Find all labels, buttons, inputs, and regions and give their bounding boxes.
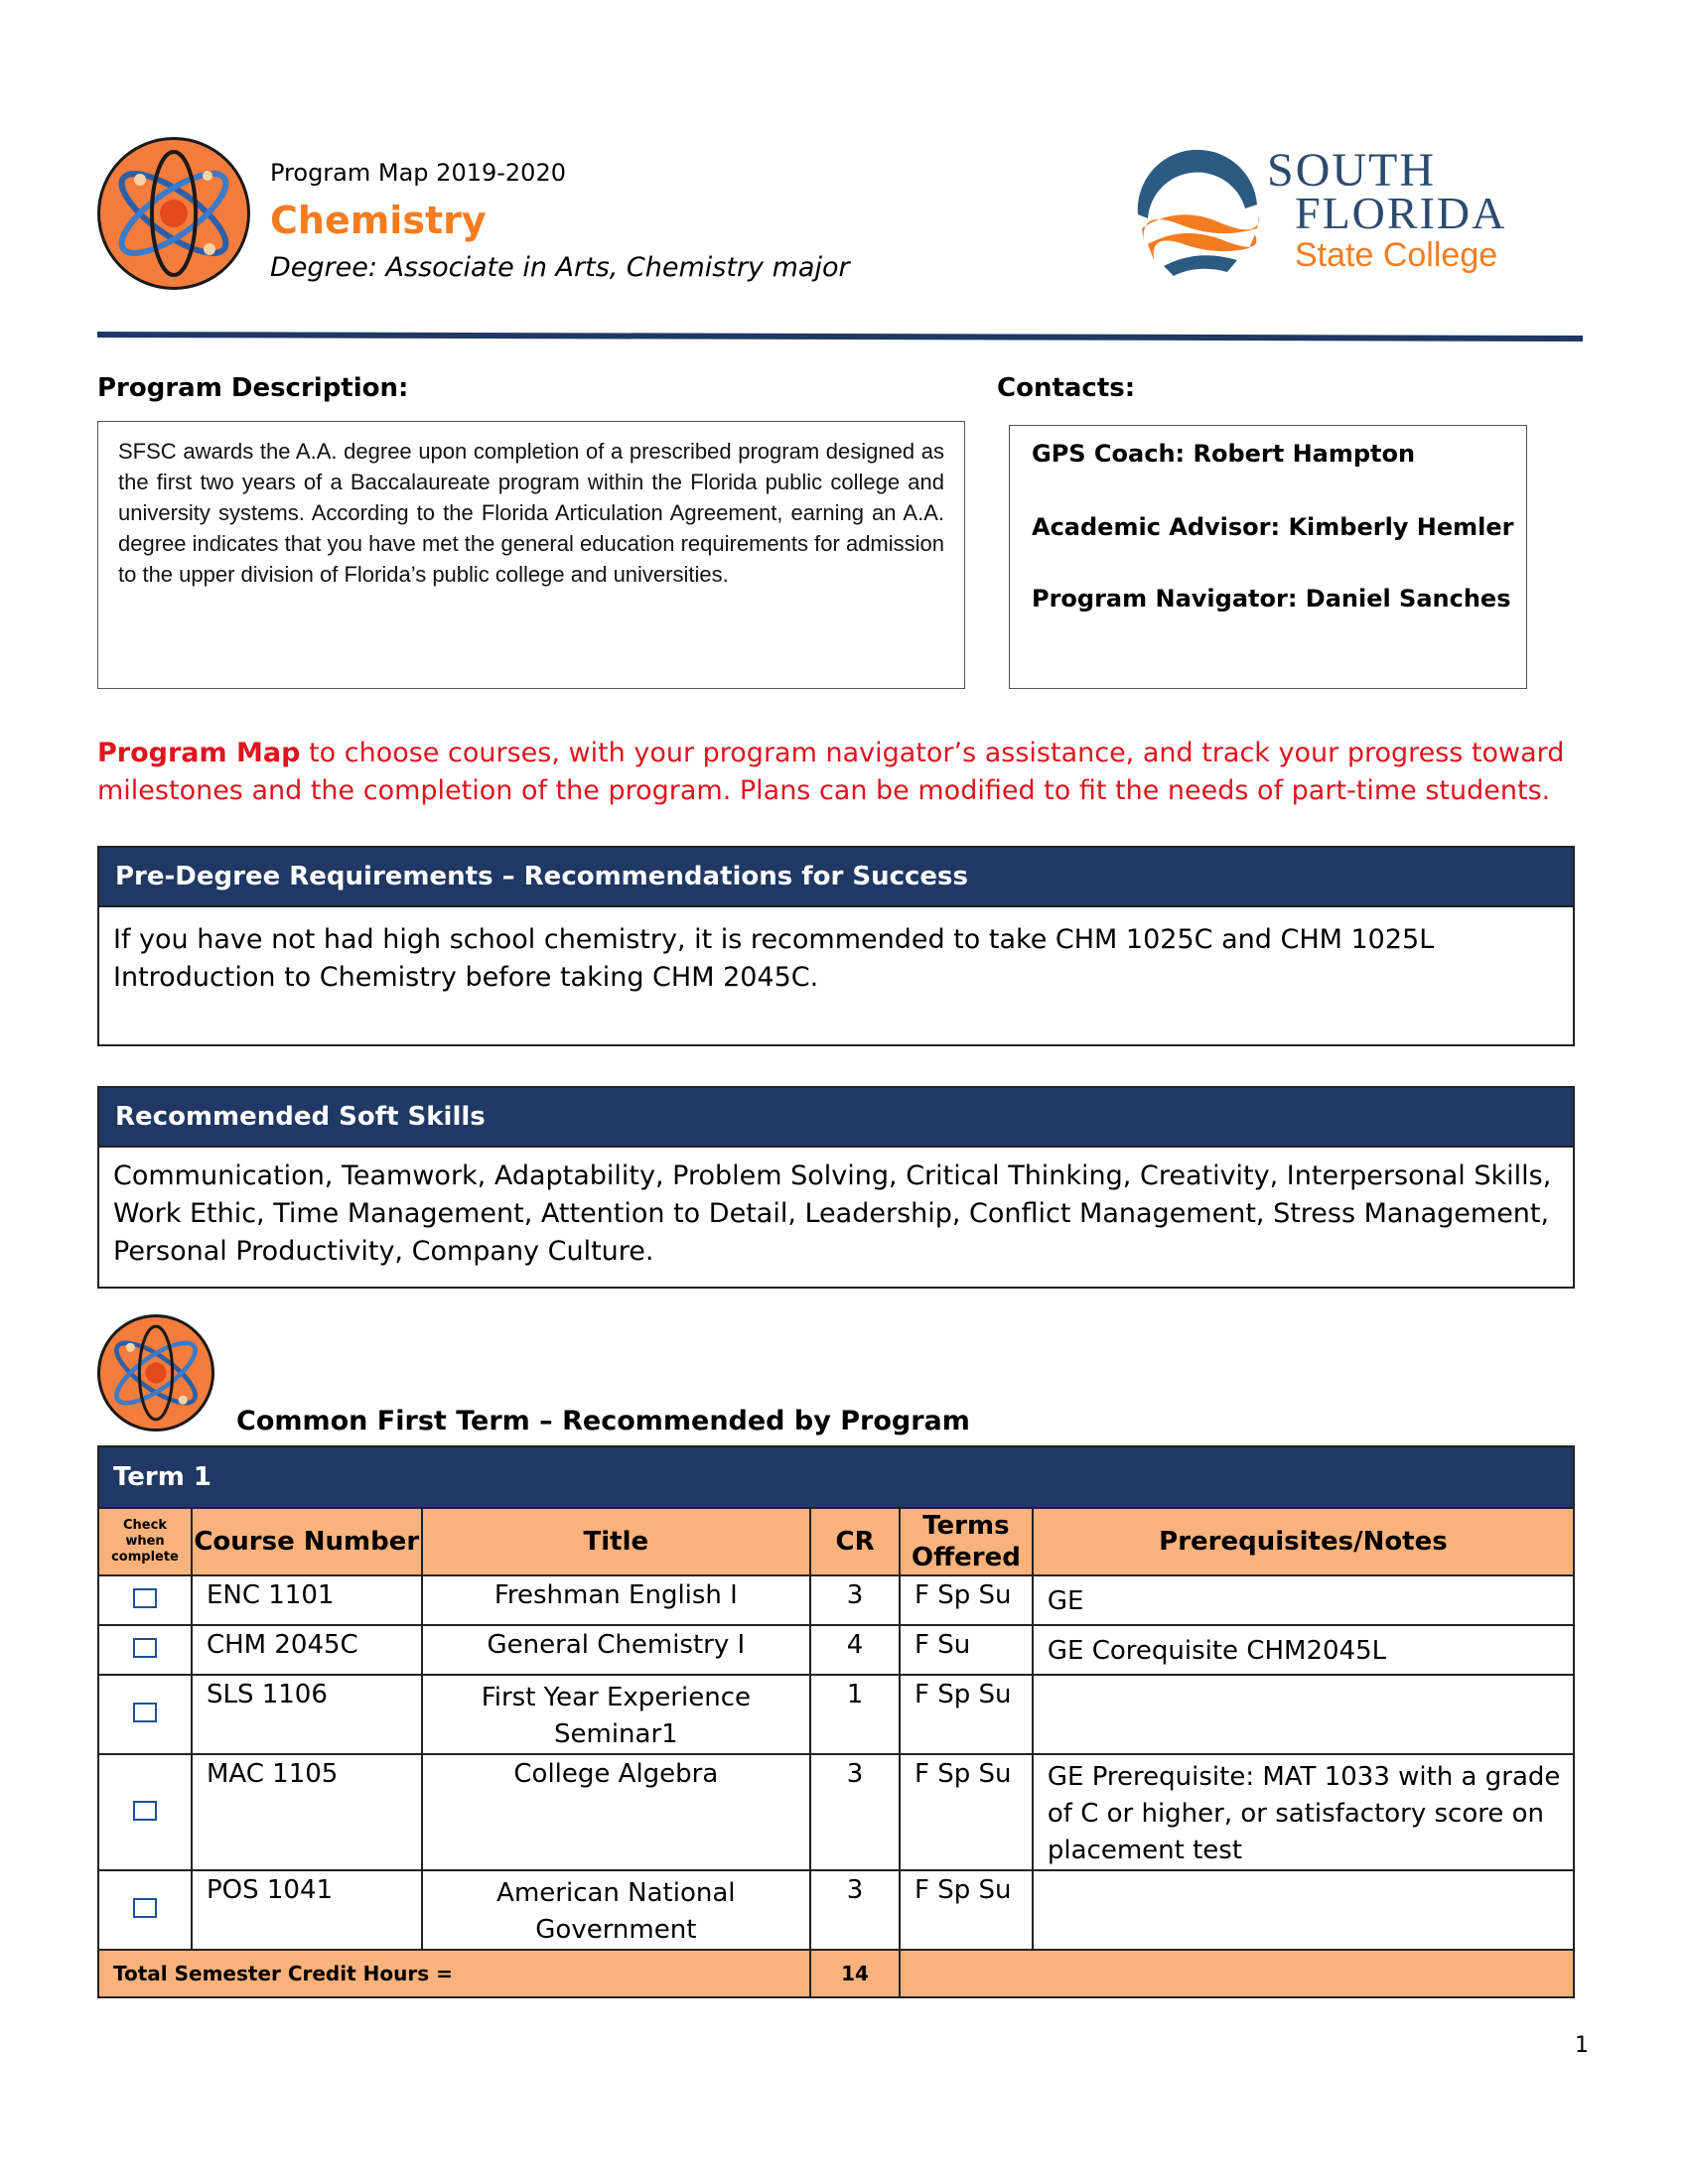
description-text: SFSC awards the A.A. degree upon completion of a prescribed program designed as the first two years of a Baccalaureate program within the Florida public college and university systems. According to the Florida Articulation Agreement, earning an A.A. degree indicates that you have met the general education requirements for admission to the upper division of Florida’s public college and universities. (118, 439, 944, 587)
course-title: American National Government (422, 1870, 811, 1950)
terms-offered: F Sp Su (900, 1575, 1033, 1625)
page-number: 1 (1575, 2033, 1589, 2058)
complete-checkbox[interactable] (133, 1898, 157, 1918)
course-credits: 3 (810, 1575, 900, 1625)
col-course: Course Number (192, 1508, 422, 1575)
terms-offered: F Sp Su (900, 1754, 1033, 1870)
terms-offered: F Su (900, 1625, 1033, 1675)
course-number: SLS 1106 (192, 1675, 422, 1754)
table-row (98, 1625, 1574, 1675)
page-title: Chemistry (270, 199, 487, 242)
course-title: General Chemistry I (422, 1625, 811, 1675)
intro-bold: Program Map (97, 738, 301, 768)
course-notes: GE (1033, 1575, 1574, 1625)
col-title: Title (422, 1508, 811, 1575)
term-name: Term 1 (98, 1446, 1574, 1508)
table-row (98, 1675, 1574, 1754)
contacts-label: Contacts: (997, 373, 1136, 403)
header-divider (97, 328, 1583, 341)
course-notes: GE Prerequisite: MAT 1033 with a grade of C or higher, or satisfactory score on placement test (1033, 1754, 1574, 1870)
table-row (98, 1870, 1574, 1950)
table-row (98, 1754, 1574, 1870)
course-credits: 3 (810, 1754, 900, 1870)
course-notes (1033, 1675, 1574, 1754)
course-title: Freshman English I (422, 1575, 811, 1625)
pre-degree-body: If you have not had high school chemistry, it is recommended to take CHM 1025C and CHM 1025L Introduction to Chemistry before taking CHM 2045C. (113, 924, 1435, 993)
course-notes: GE Corequisite CHM2045L (1033, 1625, 1574, 1675)
course-credits: 4 (810, 1625, 900, 1675)
description-box (97, 421, 965, 689)
college-wave-icon (1128, 145, 1267, 284)
table-row (98, 1575, 1574, 1625)
degree-label: Degree: Associate in Arts, Chemistry major (270, 252, 850, 283)
terms-offered: F Sp Su (900, 1870, 1033, 1950)
course-credits: 1 (810, 1675, 900, 1754)
col-cr: CR (810, 1508, 900, 1575)
soft-skills-panel (97, 1086, 1575, 1289)
college-name-state: State College (1295, 236, 1498, 274)
complete-checkbox[interactable] (133, 1638, 157, 1658)
soft-skills-body: Communication, Teamwork, Adaptability, Problem Solving, Critical Thinking, Creativity, Interpersonal Skills, Work Ethic, Time Management, Attention to Detail, Leadership, Conflict Management, Stress Management, Personal Productivity, Company Culture. (113, 1160, 1552, 1267)
intro-text: to choose courses, with your program navigator’s assistance, and track your progress toward milestones and the completion of the program. Plans can be modified to fit the needs of part-time students. (97, 738, 1565, 806)
gps-coach: GPS Coach: Robert Hampton (1032, 440, 1416, 468)
term-table (97, 1445, 1575, 1998)
pre-degree-heading: Pre-Degree Requirements – Recommendations for Success (99, 848, 1573, 907)
description-label: Program Description: (97, 373, 409, 403)
course-number: POS 1041 (192, 1870, 422, 1950)
soft-skills-heading: Recommended Soft Skills (99, 1088, 1573, 1148)
academic-advisor: Academic Advisor: Kimberly Hemler (1032, 513, 1514, 541)
atom-logo-small-icon (97, 1314, 214, 1432)
course-title: College Algebra (422, 1754, 811, 1870)
program-map-year: Program Map 2019-2020 (270, 159, 566, 187)
total-credits-value: 14 (810, 1950, 900, 1997)
college-name-south: SOUTH (1267, 144, 1437, 197)
total-credits-label: Total Semester Credit Hours = (98, 1950, 810, 1997)
complete-checkbox[interactable] (133, 1703, 157, 1722)
course-number: ENC 1101 (192, 1575, 422, 1625)
course-title: First Year Experience Seminar1 (422, 1675, 811, 1754)
course-credits: 3 (810, 1870, 900, 1950)
col-terms: Terms Offered (900, 1508, 1033, 1575)
program-navigator: Program Navigator: Daniel Sanches (1032, 585, 1511, 613)
pre-degree-panel (97, 846, 1575, 1046)
course-notes (1033, 1870, 1574, 1950)
contacts-box (1009, 425, 1527, 689)
complete-checkbox[interactable] (133, 1588, 157, 1608)
course-number: MAC 1105 (192, 1754, 422, 1870)
complete-checkbox[interactable] (133, 1801, 157, 1821)
atom-logo-icon (97, 137, 250, 290)
term-section-title: Common First Term – Recommended by Program (236, 1406, 970, 1436)
college-logo (1128, 139, 1555, 288)
course-number: CHM 2045C (192, 1625, 422, 1675)
college-name-florida: FLORIDA (1295, 188, 1507, 238)
col-notes: Prerequisites/Notes (1033, 1508, 1574, 1575)
program-map-intro (97, 735, 1587, 810)
col-check: Check when complete (98, 1508, 192, 1575)
terms-offered: F Sp Su (900, 1675, 1033, 1754)
